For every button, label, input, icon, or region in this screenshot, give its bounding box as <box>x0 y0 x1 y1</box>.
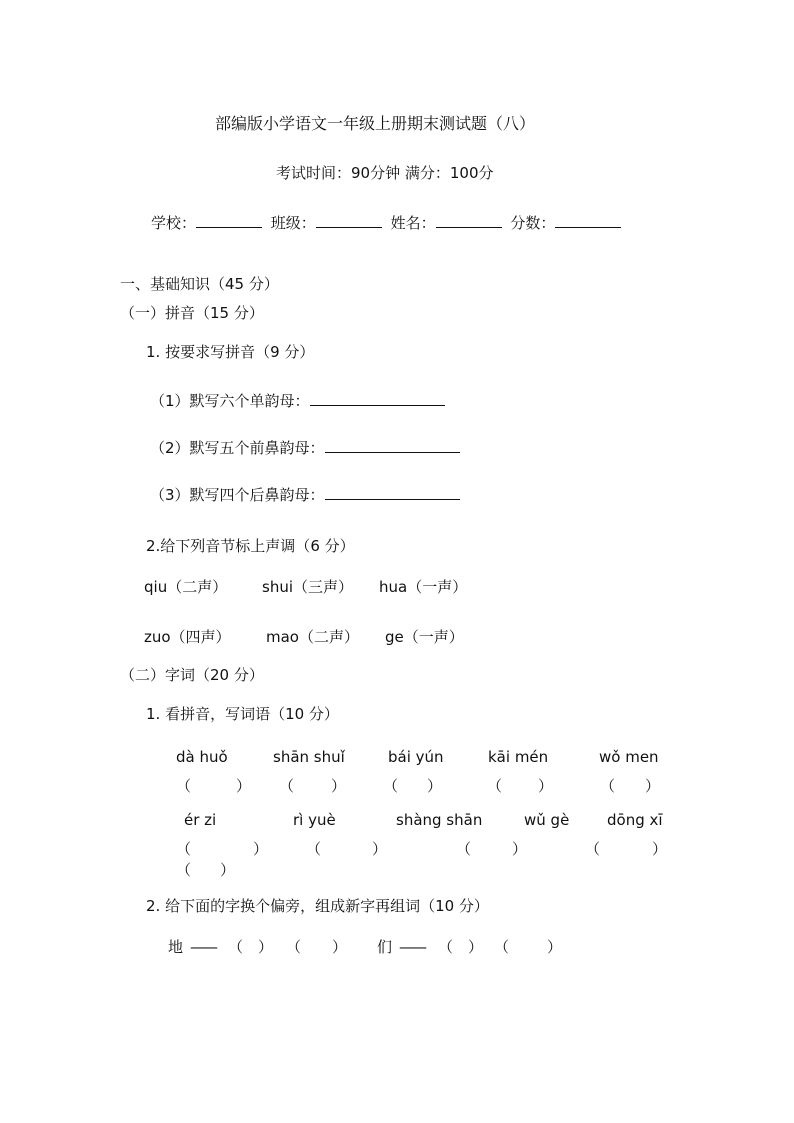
info-line <box>151 213 621 233</box>
school-blank <box>196 213 262 228</box>
class-label: 班级： <box>270 214 316 232</box>
tone-item: ge（一声） <box>385 628 464 646</box>
question-heading: 2.给下列音节标上声调（6 分） <box>146 537 355 555</box>
paren-open: （ <box>600 777 616 795</box>
paren-open: （ <box>176 861 192 879</box>
list-item <box>150 391 445 411</box>
item-label: （1）默写六个单韵母： <box>150 392 310 410</box>
list-item <box>150 485 460 505</box>
char-item: 地 <box>168 938 184 956</box>
paren-open: （ <box>176 777 192 795</box>
paren-open: （ <box>306 840 322 858</box>
item-label: （2）默写五个前鼻韵母： <box>150 439 325 457</box>
paren-close: ） <box>220 861 236 879</box>
part-heading-words: （二）字词（20 分） <box>120 666 264 684</box>
paren-close: ） <box>332 938 348 956</box>
list-item <box>150 438 460 458</box>
paren-open: （ <box>438 938 454 956</box>
paren-close: ） <box>236 777 252 795</box>
section-heading: 一、基础知识（45 分） <box>120 275 279 293</box>
answer-blank <box>310 391 445 406</box>
tone-item: zuo（四声） <box>144 628 231 646</box>
paren-open: （ <box>456 840 472 858</box>
school-label: 学校： <box>151 214 197 232</box>
exam-subtitle: 考试时间：90分钟 满分：100分 <box>276 164 494 182</box>
answer-blank <box>325 485 460 500</box>
paren-open: （ <box>494 938 510 956</box>
dash: —— <box>399 938 425 956</box>
question-heading: 2. 给下面的字换个偏旁，组成新字再组词（10 分） <box>146 897 489 915</box>
paren-close: ） <box>427 777 443 795</box>
paren-close: ） <box>652 840 668 858</box>
paren-close: ） <box>468 938 484 956</box>
paren-close: ） <box>258 938 274 956</box>
pinyin-label: wǔ gè <box>524 811 570 829</box>
paren-open: （ <box>585 840 601 858</box>
pinyin-label: dà huǒ <box>176 748 228 766</box>
question-heading: 1. 按要求写拼音（9 分） <box>146 343 315 361</box>
score-blank <box>555 213 621 228</box>
paren-close: ） <box>253 840 269 858</box>
pinyin-label: shān shuǐ <box>273 748 345 766</box>
class-blank <box>316 213 382 228</box>
char-item: 们 <box>377 938 393 956</box>
paren-open: （ <box>487 777 503 795</box>
paren-close: ） <box>645 777 661 795</box>
pinyin-label: rì yuè <box>293 811 336 829</box>
tone-item: mao（二声） <box>266 628 359 646</box>
pinyin-label: kāi mén <box>488 748 549 766</box>
pinyin-label: bái yún <box>388 748 444 766</box>
tone-item: shui（三声） <box>262 578 353 596</box>
pinyin-label: dōng xī <box>607 811 663 829</box>
tone-item: qiu（二声） <box>144 578 228 596</box>
name-blank <box>436 213 502 228</box>
paren-open: （ <box>228 938 244 956</box>
paren-open: （ <box>176 840 192 858</box>
paren-close: ） <box>331 777 347 795</box>
question-heading: 1. 看拼音，写词语（10 分） <box>146 705 339 723</box>
name-label: 姓名： <box>390 214 436 232</box>
tone-item: hua（一声） <box>379 578 468 596</box>
part-heading-pinyin: （一）拼音（15 分） <box>120 304 264 322</box>
paren-close: ） <box>538 777 554 795</box>
page-title: 部编版小学语文一年级上册期末测试题（八） <box>215 114 536 133</box>
paren-open: （ <box>286 938 302 956</box>
pinyin-label: shàng shān <box>396 811 483 829</box>
item-label: （3）默写四个后鼻韵母： <box>150 486 325 504</box>
paren-close: ） <box>372 840 388 858</box>
pinyin-label: wǒ men <box>599 748 659 766</box>
paren-close: ） <box>512 840 528 858</box>
paren-close: ） <box>547 938 563 956</box>
score-label: 分数： <box>510 214 556 232</box>
pinyin-label: ér zi <box>184 811 217 829</box>
answer-blank <box>325 438 460 453</box>
paren-open: （ <box>279 777 295 795</box>
paren-open: （ <box>383 777 399 795</box>
dash: —— <box>190 938 216 956</box>
